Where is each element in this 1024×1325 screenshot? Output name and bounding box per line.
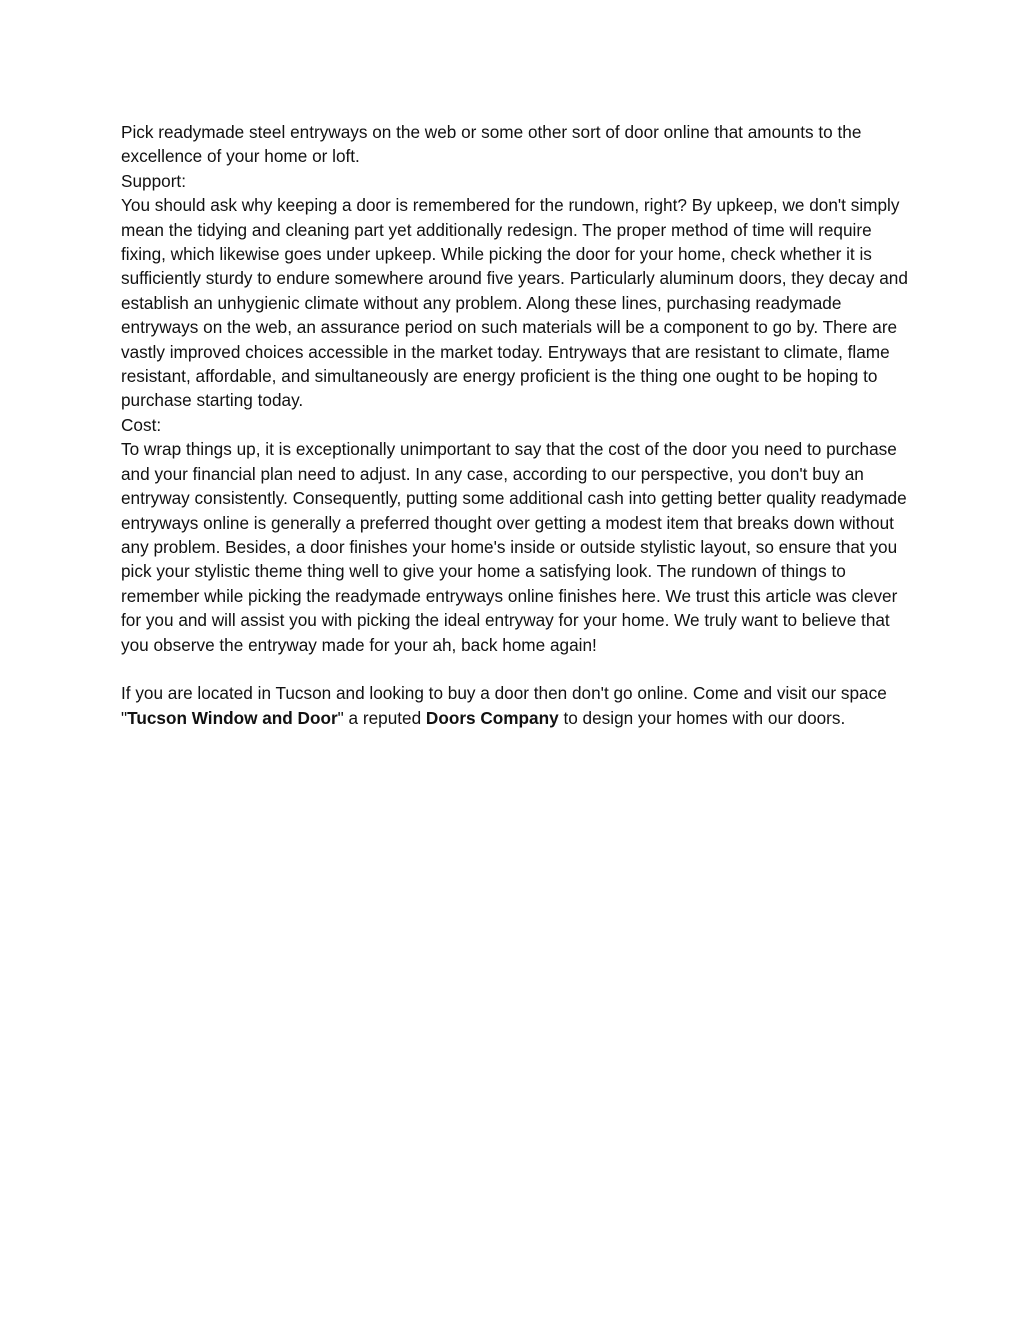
support-paragraph: You should ask why keeping a door is remembered for the rundown, right? By upkeep, we don't simply mean the tidying and cleaning part yet additionally redesign. The proper method of time will require fixing, which likewise goes under upkeep. While picking the door for your home, check whether it is sufficiently sturdy to endure somewhere around five years. Particularly aluminum doors, they decay and establish an unhygienic climate without any problem. Along these lines, purchasing readymade entryways on the web, an assurance period on such materials will be a component to go by. There are vastly improved choices accessible in the market today. Entryways that are resistant to climate, flame resistant, affordable, and simultaneously are energy proficient is the thing one ought to be hoping to purchase starting today.: [121, 195, 908, 411]
cost-paragraph: To wrap things up, it is exceptionally unimportant to say that the cost of the door you need to purchase and your financial plan need to adjust. In any case, according to our perspective, you don't buy an entryway consistently. Consequently, putting some additional cash into getting better quality readymade entryways online is generally a preferred thought over getting a modest item that breaks down without any problem. Besides, a door finishes your home's inside or outside stylistic layout, so ensure that you pick your stylistic theme thing well to give your home a satisfying look. The rundown of things to remember while picking the readymade entryways online finishes here. We trust this article was clever for you and will assist you with picking the ideal entryway for your home. We truly want to believe that you observe the entryway made for your ah, back home again!: [121, 439, 907, 655]
intro-paragraph: Pick readymade steel entryways on the web or some other sort of door online that amounts to the excellence of your home or loft.: [121, 122, 862, 167]
closing-text-end: to design your homes with our doors.: [558, 707, 846, 728]
document-body: [121, 120, 911, 730]
closing-text-start: If you are located in Tucson and looking to buy a door then don't go online. Come and visit our space ": [121, 683, 887, 728]
cost-heading: Cost:: [121, 414, 162, 435]
paragraph-spacer: [121, 657, 911, 681]
closing-text-middle: " a reputed: [337, 707, 426, 728]
company-name: Tucson Window and Door: [127, 707, 338, 728]
company-type: Doors Company: [425, 707, 559, 728]
closing-paragraph: [121, 681, 911, 730]
support-heading: Support:: [121, 170, 186, 191]
